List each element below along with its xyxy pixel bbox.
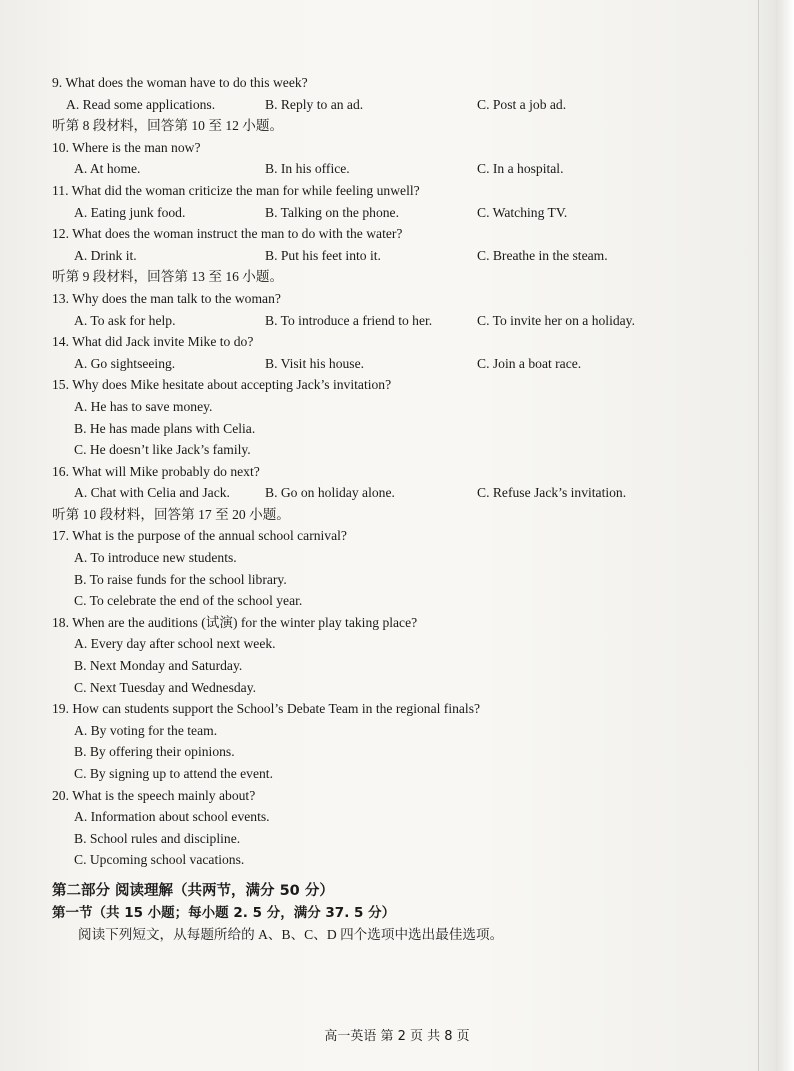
option-b: B. School rules and discipline. (74, 830, 241, 846)
option-b: B. In his office. (265, 161, 350, 177)
option-c: C. To celebrate the end of the school year. (74, 593, 303, 609)
exam-content (52, 72, 692, 946)
option-b: B. Talking on the phone. (265, 204, 399, 220)
option-a: A. Information about school events. (74, 809, 270, 825)
question-16: 16. What will Mike probably do next? (52, 463, 260, 479)
option-c: C. Watching TV. (477, 204, 568, 220)
option-c: C. He doesn’t like Jack’s family. (74, 442, 251, 458)
option-b: B. Go on holiday alone. (265, 485, 395, 501)
option-b: B. To raise funds for the school library. (74, 571, 287, 587)
option-a: A. To ask for help. (74, 312, 176, 328)
option-b: B. He has made plans with Celia. (74, 420, 256, 436)
question-9: 9. What does the woman have to do this week? (52, 75, 308, 90)
question-11: 11. What did the woman criticize the man for while feeling unwell? (52, 182, 420, 198)
option-b: B. Reply to an ad. (265, 96, 364, 112)
option-c: C. Refuse Jack’s invitation. (477, 485, 627, 501)
option-b: B. By offering their opinions. (74, 744, 235, 760)
options-12 (52, 245, 692, 267)
question-10: 10. Where is the man now? (52, 139, 201, 155)
question-17: 17. What is the purpose of the annual school carnival? (52, 528, 347, 544)
question-15: 15. Why does Mike hesitate about accepting Jack’s invitation? (52, 377, 392, 393)
options-13 (52, 310, 692, 332)
options-14 (52, 353, 692, 375)
option-a: A. At home. (74, 161, 141, 177)
option-c: C. Post a job ad. (477, 96, 567, 112)
section-instruction-9: 听第 9 段材料，回答第 13 至 16 小题。 (52, 269, 284, 285)
section-one-heading: 第一节（共 15 小题；每小题 2. 5 分，满分 37. 5 分） (52, 904, 396, 921)
option-a: A. Drink it. (74, 247, 137, 263)
part-two-heading: 第二部分 阅读理解（共两节，满分 50 分） (52, 882, 334, 899)
options-9 (52, 94, 692, 116)
question-18: 18. When are the auditions (试演) for the winter play taking place? (52, 614, 418, 630)
options-16 (52, 482, 692, 504)
question-13: 13. Why does the man talk to the woman? (52, 290, 281, 306)
options-10 (52, 158, 692, 180)
option-c: C. In a hospital. (477, 161, 564, 177)
option-c: C. Upcoming school vacations. (74, 852, 245, 868)
question-12: 12. What does the woman instruct the man to do with the water? (52, 226, 403, 242)
option-a: A. Every day after school next week. (74, 636, 276, 652)
page-footer: 高一英语 第 2 页 共 8 页 (324, 1029, 470, 1044)
option-a: A. By voting for the team. (74, 722, 218, 738)
option-a: A. He has to save money. (74, 398, 213, 414)
option-b: B. Put his feet into it. (265, 247, 381, 263)
option-a: A. Chat with Celia and Jack. (74, 485, 230, 501)
page-edge-shadow (754, 0, 794, 1071)
option-a: A. To introduce new students. (74, 550, 237, 566)
question-14: 14. What did Jack invite Mike to do? (52, 334, 254, 350)
options-11 (52, 202, 692, 224)
option-c: C. Next Tuesday and Wednesday. (74, 679, 257, 695)
option-a: A. Read some applications. (66, 96, 216, 112)
option-c: C. To invite her on a holiday. (477, 312, 635, 328)
option-b: B. Next Monday and Saturday. (74, 658, 243, 674)
option-a: A. Go sightseeing. (74, 355, 176, 371)
section-instruction-8: 听第 8 段材料，回答第 10 至 12 小题。 (52, 118, 284, 134)
option-c: C. By signing up to attend the event. (74, 766, 273, 781)
option-b: B. Visit his house. (265, 355, 365, 371)
option-c: C. Join a boat race. (477, 355, 582, 371)
question-20: 20. What is the speech mainly about? (52, 787, 256, 803)
section-instruction-10: 听第 10 段材料，回答第 17 至 20 小题。 (52, 506, 290, 522)
option-c: C. Breathe in the steam. (477, 247, 608, 263)
question-19: 19. How can students support the School’s Debate Team in the regional finals? (52, 701, 481, 717)
option-b: B. To introduce a friend to her. (265, 312, 433, 328)
option-a: A. Eating junk food. (74, 204, 186, 220)
reading-instruction: 阅读下列短文，从每题所给的 A、B、C、D 四个选项中选出最佳选项。 (78, 927, 504, 943)
